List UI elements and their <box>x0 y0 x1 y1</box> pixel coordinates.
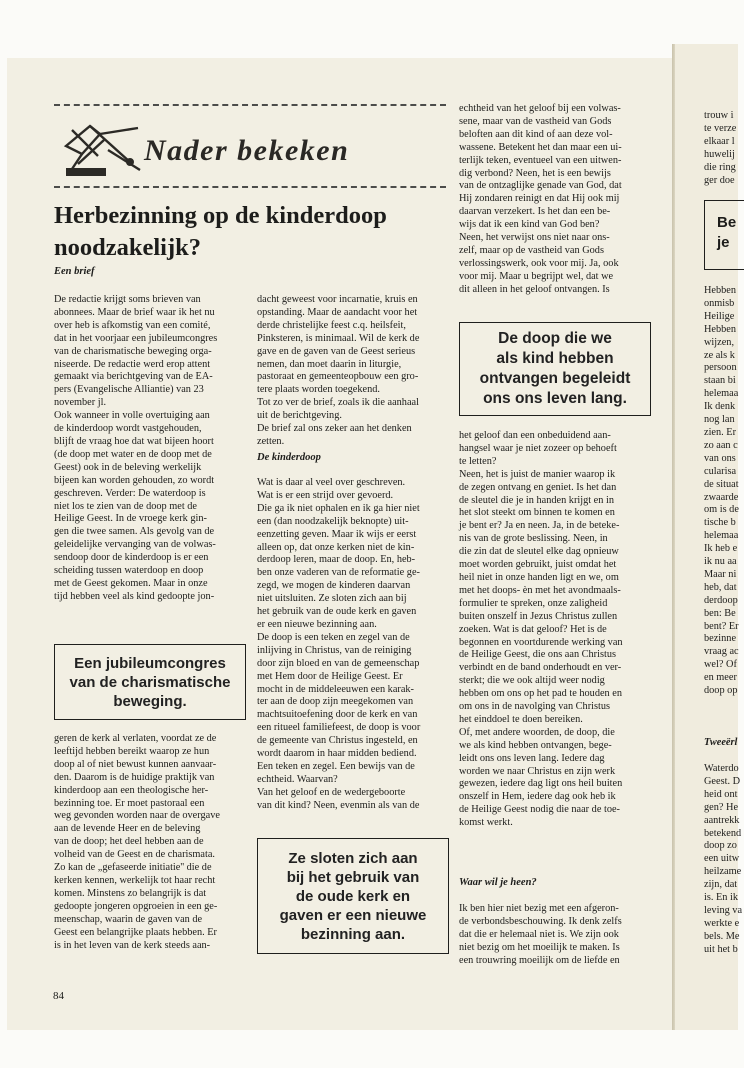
column-3-mid <box>459 430 664 830</box>
text-line: staan bi <box>704 375 736 387</box>
text-line: opstanding. Maar de aandacht voor het <box>257 306 418 318</box>
pull-quote-line: van de charismatische <box>69 673 231 691</box>
text-line: persoon <box>704 362 737 374</box>
text-line: meenschap, waarin de gaven van de <box>54 913 203 925</box>
text-line: komst werkt. <box>459 817 513 829</box>
text-line: Wat is er een strijd over gevoerd. <box>257 489 394 501</box>
text-line: gen? He <box>704 801 739 813</box>
text-line: het gebruik van de oude kerk en gaven <box>257 606 417 618</box>
text-line: weg gevonden worden naar de overgave <box>54 810 220 822</box>
text-line: zetten. <box>257 435 285 447</box>
text-line: gewezen, iedere dag ligt ons heil buiten <box>459 778 623 790</box>
text-line: scheiding tussen waterdoop en doop <box>54 565 204 577</box>
text-line: om ons in de navolging van Christus <box>459 701 611 713</box>
text-line: de sleutel die je in handen krijgt en in <box>459 494 614 506</box>
text-line: sterkt; die we ook altijd weer nodig <box>459 675 605 687</box>
text-line: daarvan verzekert. Is het dan een be- <box>459 206 611 218</box>
text-line: zoeken. Wat is dat geloof? Het is de <box>459 623 607 635</box>
text-line: Hij zondaren reinigt en dat Hij ook mij <box>459 193 620 205</box>
text-line: niet bezig om het moeilijk te maken. Is <box>459 941 620 953</box>
hammer-anvil-icon <box>60 110 146 182</box>
pull-quote-jubileumcongres <box>54 644 246 720</box>
text-line: Van het geloof en de wedergeboorte <box>257 786 406 798</box>
text-line: inlijving in Christus, van de reiniging <box>257 644 412 656</box>
text-line: sendoop door de kinderdoop is er een <box>54 552 209 564</box>
text-line: Heilige Geest. In de vroege kerk gin- <box>54 513 207 525</box>
text-line: voor mij. Maar u begrijpt wel, dat we <box>459 270 614 282</box>
pull-quote-line: beweging. <box>113 692 187 710</box>
next-page-pull-quote <box>704 200 744 270</box>
text-line: gen die twee samen. Als gevolg van de <box>54 526 215 538</box>
text-line: De redactie krijgt soms brieven van <box>54 294 201 305</box>
text-line: worden we naar Christus en zijn werk <box>459 765 616 777</box>
next-page-bottom-text <box>704 763 743 957</box>
text-line: wordt daarom in haar midden bediend. <box>257 748 417 760</box>
pull-quote-line: als kind hebben <box>496 350 614 367</box>
text-line: bijeen kan worden gehouden, zo wordt <box>54 474 215 486</box>
text-line: werkte e <box>704 917 740 929</box>
text-line: de situat <box>704 478 739 490</box>
pull-quote-line: Ze sloten zich aan <box>288 849 418 867</box>
text-line: ger doe <box>704 174 735 186</box>
text-line: we als kind hebben ontvangen, bege- <box>459 739 612 751</box>
text-line: zelf, maar op de vastheid van Gods <box>459 244 604 256</box>
text-line: te letten? <box>459 455 497 467</box>
text-line: hebben om ons op het pad te houden en <box>459 688 622 700</box>
text-line: onmisb <box>704 297 735 309</box>
text-line: den. Daarom is de huidige praktijk van <box>54 771 215 783</box>
next-page-mid-text <box>704 285 738 698</box>
text-line: Wat is daar al veel over geschreven. <box>257 477 406 488</box>
text-line: sene, maar van de vastheid van Gods <box>459 115 612 127</box>
column-2-body <box>257 477 457 813</box>
text-line: van de charismatische beweging orga- <box>54 345 212 357</box>
page-number: 84 <box>53 990 64 1002</box>
text-line: De brief zal ons zeker aan het denken <box>257 423 412 435</box>
text-line: van de doop; het deel hebben aan de <box>54 836 204 848</box>
text-line: terlijk teken, eventueel van een uitwen- <box>459 154 622 166</box>
text-line: geleidelijke vervanging van de volwas- <box>54 539 216 551</box>
pull-quote-line: Be <box>717 214 737 231</box>
text-line: een uitw <box>704 853 740 865</box>
text-line: verlossingswerk, ook voor mij. Ja, ook <box>459 257 619 269</box>
text-line: ter aan de doop zijn meegekomen van <box>257 696 414 708</box>
text-line: geren de kerk al verlaten, voordat ze de <box>54 733 217 744</box>
text-line: dit alleen in het geloof ontvangen. Is <box>459 283 610 295</box>
text-line: moet worden gebruikt, juist omdat het <box>459 559 617 571</box>
text-line: is. En ik <box>704 892 739 904</box>
text-line: de Heilige Geest nodig die naar de toe- <box>459 804 620 816</box>
text-line: ben onze vaderen van de reformatie ge- <box>257 567 420 579</box>
text-line: Ook wanneer in volle overtuiging aan <box>54 410 210 422</box>
headline-line: Herbezinning op de kinderdoop <box>54 202 387 229</box>
text-line: wassene. Betekent het dan maar een ui- <box>459 141 622 153</box>
text-line: aan de levende Heer en de beleving <box>54 823 201 835</box>
header-bottom-rule <box>54 186 446 188</box>
text-line: gemaakt via berichtgeving van de EA- <box>54 371 213 383</box>
text-line: machtsuitoefening door de kerk en van <box>257 709 418 721</box>
column-3-top <box>459 103 664 297</box>
text-line: bezinning toe. Er moet pastoraal een <box>54 797 205 809</box>
text-line: Zo kan de „gefaseerde initiatie'' die de <box>54 862 212 874</box>
text-line: die ring <box>704 161 736 173</box>
text-line: wel? Of <box>704 659 737 671</box>
pull-quote-oude-kerk <box>257 838 449 954</box>
text-line: Neen, het is juist de manier waarop ik <box>459 468 616 480</box>
text-line: Ik denk <box>704 401 736 413</box>
text-line: mocht in de middeleeuwen een karak- <box>257 683 414 695</box>
text-line: cularisa <box>704 465 737 477</box>
column-2-top <box>257 294 457 449</box>
text-line: zo aan c <box>704 439 738 451</box>
text-line: Hebben <box>704 285 737 296</box>
text-line: de verbondsbeschouwing. Ik denk zelfs <box>459 915 622 927</box>
text-line: Geest) ook in de beleving werkelijk <box>54 461 202 473</box>
text-line: elkaar l <box>704 135 735 147</box>
header-top-rule <box>54 104 446 106</box>
pull-quote-line: ons ons leven lang. <box>483 390 627 407</box>
text-line: abonnees. Maar de brief waar ik het nu <box>54 306 215 318</box>
text-line: echtheid. Waarvan? <box>257 773 338 785</box>
text-line: tische b <box>704 517 736 529</box>
lead-heading: Een brief <box>54 266 95 277</box>
pull-quote-line: de oude kerk en <box>295 887 411 905</box>
text-line: derdoop <box>704 594 738 606</box>
text-line: Hebben <box>704 323 737 335</box>
next-page-top-text <box>704 110 738 187</box>
text-line: eenzetting geven. Maar ik wijs er eerst <box>257 528 417 540</box>
text-line: kinderdoop aan een theologische her- <box>54 784 209 796</box>
text-line: doop op <box>704 685 738 697</box>
text-line: dat in het voorjaar een jubileumcongres <box>54 332 218 344</box>
text-line: heid ont <box>704 788 738 800</box>
text-line: Waterdo <box>704 763 739 774</box>
text-line: er een nieuwe bezinning aan. <box>257 618 377 630</box>
text-line: met het doops- èn met het avondmaals- <box>459 584 621 596</box>
text-line: Pinksteren, is minimaal. Wil de kerk de <box>257 332 420 344</box>
text-line: dig verbond? Neen, het is een bewijs <box>459 167 611 179</box>
text-line: van de ontzaglijke genade van God, dat <box>459 180 622 192</box>
column-3-bottom <box>459 903 664 968</box>
text-line: wijs dat ik een kind van God ben? <box>459 219 600 231</box>
text-line: blijft de vraag hoe dat wat bijeen hoort <box>54 435 214 447</box>
text-line: heb, dat <box>704 581 737 593</box>
text-line: Heilige <box>704 310 735 322</box>
text-line: aantrekk <box>704 814 740 826</box>
text-line: een trouwring moeilijk om de liefde en <box>459 954 620 966</box>
text-line: het geloof dan een onbeduidend aan- <box>459 430 611 441</box>
text-line: met Hem door de Heilige Geest. Er <box>257 670 403 682</box>
text-line: niseerde. De redactie werd erop attent <box>54 358 211 370</box>
text-line: Neen, het verwijst ons niet naar ons- <box>459 232 610 244</box>
pull-quote-line: gaven er een nieuwe <box>279 906 427 924</box>
text-line: met de Geest gekomen. Maar in onze <box>54 577 208 589</box>
text-line: beloften aan dit kind of aan deze vol- <box>459 128 613 140</box>
text-line: geschreven. Verder: De waterdoop is <box>54 487 206 499</box>
pull-quote-line: Een jubileumcongres <box>74 654 226 672</box>
text-line: dacht geweest voor incarnatie, kruis en <box>257 294 418 305</box>
text-line: hangsel waar je niet zozeer op behoeft <box>459 442 617 454</box>
text-line: Geest. D <box>704 775 741 787</box>
text-line: zwaarde <box>704 491 739 503</box>
text-line: ik nu aa <box>704 556 737 568</box>
text-line: de zegen ontvang en geniet. Is het dan <box>459 481 617 493</box>
text-line: wijzen, <box>704 336 735 348</box>
text-line: uit de berichtgeving. <box>257 410 342 422</box>
text-line: om is de <box>704 504 739 516</box>
text-line: zegd, we mogen de kinderen daarvan <box>257 580 411 592</box>
text-line: niet los te zien van de doop met de <box>54 500 197 512</box>
text-line: te verze <box>704 122 737 134</box>
column-1-bottom <box>54 733 254 952</box>
text-line: en meer <box>704 672 737 684</box>
section-title: Nader bekeken <box>144 134 350 167</box>
text-line: november jl. <box>54 397 107 409</box>
text-line: ze als k <box>704 349 735 361</box>
text-line: doop zo <box>704 840 737 852</box>
text-line: ben: Be <box>704 607 736 619</box>
text-line: gave en de gaven van de Geest serieus <box>257 345 416 357</box>
text-line: trouw i <box>704 110 734 121</box>
text-line: uit het b <box>704 943 738 955</box>
text-line: de Heilige Geest, die ons aan Christus <box>459 649 616 661</box>
pull-quote-line: je <box>717 234 730 251</box>
next-page-section-heading: Tweeërl <box>704 737 738 748</box>
text-line: helemaa <box>704 388 739 400</box>
text-line: de gemeente van Christus ingesteld, en <box>257 735 418 747</box>
text-line: formulier te spreken, onze zaligheid <box>459 597 608 609</box>
section-heading-kinderdoop: De kinderdoop <box>257 452 321 463</box>
text-line: zijn, dat <box>704 879 738 891</box>
text-line: zien. Er <box>704 426 737 438</box>
text-line: verbindt en de band onderhoudt en ver- <box>459 662 622 674</box>
text-line: een (dan noodzakelijk beknopte) uit- <box>257 515 409 527</box>
pull-quote-line: ontvangen begeleidt <box>479 370 631 387</box>
text-line: bezinne <box>704 633 737 645</box>
text-line: van ons <box>704 452 736 464</box>
text-line: Maar ni <box>704 568 737 580</box>
text-line: leving va <box>704 904 743 916</box>
text-line: (de doop met water en de doop met de <box>54 448 212 460</box>
pull-quote-line: bij het gebruik van <box>286 868 420 886</box>
text-line: Tot zo ver de brief, zoals ik die aanhaal <box>257 397 419 409</box>
text-line: is in het leven van de kerk steeds aan- <box>54 939 211 951</box>
text-line: kerken kennen, werkelijk tot haar recht <box>54 874 216 886</box>
text-line: Een teken en zegel. Een bewijs van de <box>257 760 415 772</box>
text-line: gedoopte jongeren opgroeien in een ge- <box>54 900 218 912</box>
text-line: alleen op, dat onze kerken niet de kin- <box>257 541 415 553</box>
text-line: komen. Minstens zo belangrijk is dat <box>54 887 207 899</box>
text-line: pastoraat en gemeenteopbouw een gro- <box>257 371 419 383</box>
text-line: niet uitsluiten. Ze sloten zich aan bij <box>257 593 407 605</box>
text-line: betekend <box>704 827 742 839</box>
text-line: echtheid van het geloof bij een volwas- <box>459 103 621 114</box>
text-line: vraag ac <box>704 646 739 658</box>
text-line: heil niet in onze handen ligt en we, om <box>459 571 619 583</box>
column-1-top <box>54 294 254 604</box>
text-line: derde christelijke feest c.q. heilsfeit, <box>257 319 406 331</box>
text-line: De doop is een teken en zegel van de <box>257 631 410 643</box>
headline-line: noodzakelijk? <box>54 234 202 261</box>
text-line: heilzame <box>704 866 742 878</box>
pull-quote-doop-leven-lang <box>459 322 651 416</box>
text-line: tijd hebben veel als kind gedoopte jon- <box>54 590 215 602</box>
text-line: onszelf in Hem, iedere dag ook heb ik <box>459 791 616 803</box>
text-line: begonnen en voortdurende werking van <box>459 636 623 648</box>
text-line: die zin dat de sleutel elke dag opnieuw <box>459 546 619 558</box>
section-heading-waar-wil-je-heen: Waar wil je heen? <box>459 877 537 888</box>
text-line: van dit kind? Neen, evenmin als van de <box>257 799 420 811</box>
text-line: pers (Evangelische Alliantie) van 23 <box>54 384 204 396</box>
text-line: bels. Me <box>704 930 740 942</box>
text-line: je bent er? Ja en neen. Ja, in de beteke- <box>459 520 620 532</box>
text-line: buiten onszelf in Jezus Christus zullen <box>459 610 618 622</box>
text-line: Ik ben hier niet bezig met een afgeron- <box>459 903 619 914</box>
text-line: Ik heb e <box>704 543 738 555</box>
text-line: helemaa <box>704 530 739 542</box>
text-line: Geest een belangrijke plaats hebben. Er <box>54 926 217 938</box>
article-headline <box>54 200 454 264</box>
text-line: doop al of niet bewust kunnen aanvaar- <box>54 758 217 770</box>
text-line: bent? Er <box>704 620 739 632</box>
text-line: tere plaats worden toegekend. <box>257 384 380 396</box>
text-line: een ritueel familiefeest, de doop is voor <box>257 722 421 734</box>
text-line: leeftijd hebben bereikt waarop ze hun <box>54 745 210 757</box>
text-line: Of, met andere woorden, de doop, die <box>459 726 615 738</box>
text-line: huwelij <box>704 148 735 160</box>
text-line: nis van de grote beslissing. Neen, in <box>459 533 608 545</box>
text-line: leidt ons ons leven lang. Iedere dag <box>459 752 605 764</box>
text-line: dat die er helemaal niet is. We zijn ook <box>459 928 619 940</box>
text-line: nog lan <box>704 414 735 426</box>
text-line: het einddoel te doen bereiken. <box>459 713 583 725</box>
text-line: nemen, dan moet daarin in liturgie, <box>257 358 402 370</box>
text-line: de kinderdoop wordt vastgehouden, <box>54 423 202 435</box>
text-line: door zijn bloed en van de gemeenschap <box>257 657 420 669</box>
pull-quote-line: bezinning aan. <box>300 925 406 943</box>
text-line: Die ga ik niet ophalen en ik ga hier niet <box>257 502 420 514</box>
text-line: derdoop leren, maar de doop. En, heb- <box>257 554 416 566</box>
text-line: volheid van de Geest en de charismata. <box>54 849 215 861</box>
pull-quote-line: De doop die we <box>498 330 612 347</box>
text-line: over heb is afkomstig van een comité, <box>54 319 211 331</box>
text-line: het slot steekt om binnen te komen en <box>459 507 615 519</box>
